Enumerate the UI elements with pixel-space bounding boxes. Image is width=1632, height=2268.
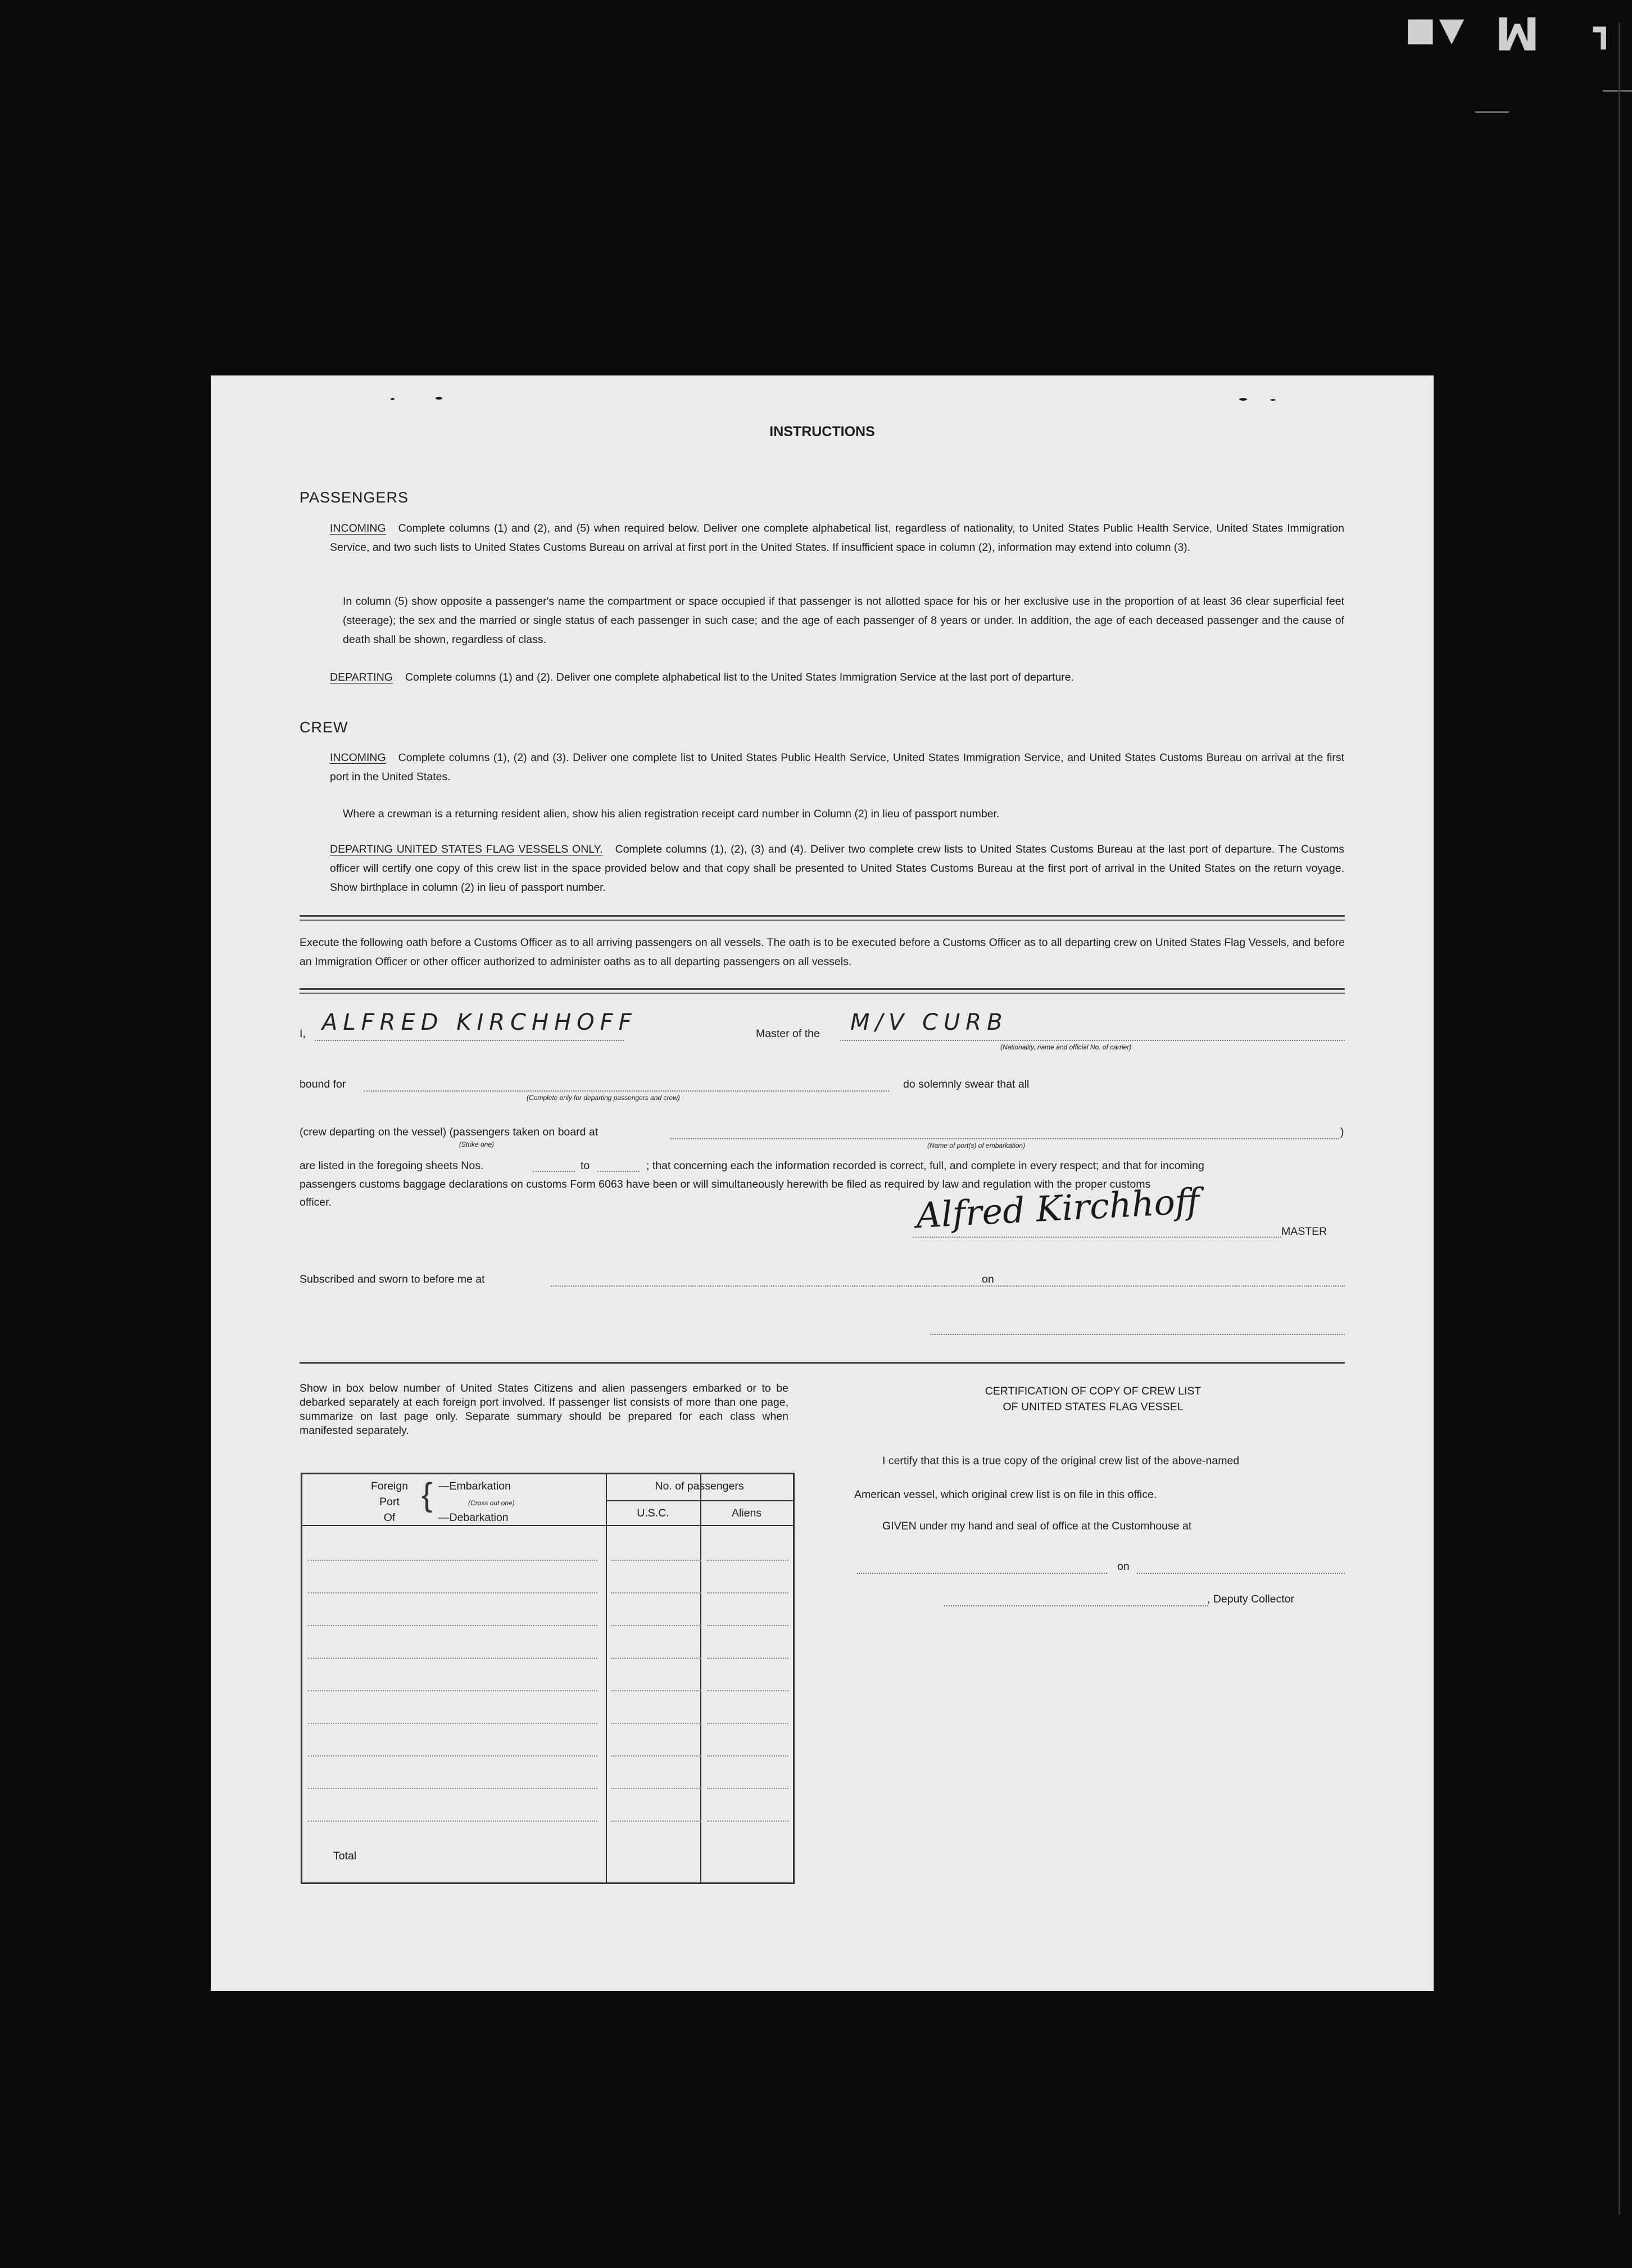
table-cell-usc[interactable] [611,1690,701,1691]
listed-text-c: passengers customs baggage declarations on customs Form 6063 have been or will simultaneously herewith be filed as required by law and regulation with the proper customs [300,1178,1151,1190]
listed-text-b: ; that concerning each the information recorded is correct, full, and complete in every respect; and that for incoming [646,1160,1204,1172]
certification-line-3: GIVEN under my hand and seal of office at the Customhouse at [882,1520,1192,1532]
port-of-embarkation-field[interactable] [670,1138,1339,1139]
sheet-from-field[interactable] [533,1171,575,1172]
close-paren: ) [1340,1126,1344,1138]
speck [391,398,395,400]
table-cell-aliens[interactable] [707,1625,788,1626]
divider [300,915,1345,921]
header-no-of-passengers: No. of passengers [655,1480,744,1492]
table-cell-usc[interactable] [611,1658,701,1659]
listed-text-a: are listed in the foregoing sheets Nos. [300,1160,484,1172]
divider [300,988,1345,994]
sheet-to-field[interactable] [597,1171,640,1172]
crew-incoming-paragraph [330,748,1344,786]
table-header-divider [302,1525,793,1526]
table-cell-aliens[interactable] [707,1658,788,1659]
total-label: Total [333,1850,357,1862]
table-cell-aliens[interactable] [707,1821,788,1822]
crew-incoming-text: Complete columns (1), (2) and (3). Deliver one complete list to United States Public Health Service, United States Immigration Service, and United States Customs Bureau on arrival at the first port in the United States. [330,752,1344,783]
table-cell-usc[interactable] [611,1821,701,1822]
listed-to: to [581,1160,590,1172]
deputy-collector-field[interactable] [944,1605,1208,1606]
header-port: Port [379,1496,400,1508]
subscribed-date-field[interactable] [1003,1285,1345,1287]
table-cell-aliens[interactable] [707,1755,788,1757]
header-of: Of [383,1511,396,1524]
table-cell-usc[interactable] [611,1560,701,1561]
certification-line-2: American vessel, which original crew list is on file in this office. [854,1488,1157,1501]
bound-for-field[interactable] [364,1090,889,1092]
header-debarkation: —Debarkation [438,1511,509,1524]
film-mark-left: ■▼ [1405,10,1468,48]
passengers-column5-paragraph: In column (5) show opposite a passenger's name the compartment or space occupied if that passenger is not allotted space for his or her exclusive use in the proportion of at least 36 clear superficial feet (steerage); the sex and the married or single status of each passenger in such case; and the age of each passenger of 8 years or under. In addition, the age of each deceased passenger and the cause of death shall be shown, regardless of class. [343,595,1344,646]
table-row[interactable] [308,1723,597,1724]
table-cell-aliens[interactable] [707,1788,788,1789]
oath-intro: Execute the following oath before a Customs Officer as to all arriving passengers on all vessels. The oath is to be executed before a Customs Officer as to all departing crew on United States Flag Vessels, and before an Immigration Officer or other officer authorized to administer oaths as to all departing passengers on all vessels. [300,936,1345,968]
subscribed-label: Subscribed and sworn to before me at [300,1273,485,1285]
master-name-field[interactable] [315,1040,624,1041]
port-note: (Name of port(s) of embarkation) [927,1142,1026,1149]
header-usc: U.S.C. [637,1507,669,1519]
crew-resident-paragraph: Where a crewman is a returning resident alien, show his alien registration receipt card number in Column (2) in lieu of passport number. [343,808,1000,820]
form-page [211,375,1434,1991]
master-label: MASTER [1281,1225,1327,1238]
certification-line-1: I certify that this is a true copy of the original crew list of the above-named [882,1455,1240,1467]
oath-i-label: I, [300,1027,306,1040]
table-row[interactable] [308,1821,597,1822]
bound-for-label: bound for [300,1078,346,1090]
table-row[interactable] [308,1592,597,1594]
crew-passengers-text: (crew departing on the vessel) (passengers taken on board at [300,1126,599,1138]
table-row[interactable] [308,1755,597,1757]
crew-departing-text: Complete columns (1), (2), (3) and (4). Deliver two complete crew lists to United States Customs Bureau at the last port of departure. The Customs officer will certify one copy of this crew list in the space provided below and that copy shall be presented to United States Customs Bureau at the first port of arrival in the United States on the return voyage. Show birthplace in column (2) in lieu of passport number. [330,843,1344,894]
table-cell-usc[interactable] [611,1723,701,1724]
officer-signature-field[interactable] [930,1334,1345,1335]
table-cell-usc[interactable] [611,1788,701,1789]
instructions-title: INSTRUCTIONS [769,424,875,440]
table-cell-usc[interactable] [611,1755,701,1757]
film-edge-mark: ┓ [1593,10,1614,49]
divider [300,1362,1345,1364]
swear-text: do solemnly swear that all [903,1078,1030,1090]
table-cell-aliens[interactable] [707,1592,788,1594]
certification-date-field[interactable] [1137,1573,1345,1574]
speck [436,397,442,400]
listed-text-d: officer. [300,1196,332,1208]
certification-title-1: CERTIFICATION OF COPY OF CREW LIST [985,1385,1202,1397]
passengers-departing-text: Complete columns (1) and (2). Deliver one complete alphabetical list to the United States Immigration Service at the last port of departure. [405,671,1075,683]
subscribed-on-label: on [982,1273,994,1285]
table-row[interactable] [308,1658,597,1659]
film-edge-line [1475,111,1509,113]
master-of-label: Master of the [756,1027,820,1040]
deputy-collector-label: , Deputy Collector [1207,1593,1294,1605]
certification-title-2: OF UNITED STATES FLAG VESSEL [1003,1401,1184,1413]
brace-icon: { [421,1477,433,1513]
passengers-incoming-text: Complete columns (1) and (2), and (5) when required below. Deliver one complete alphabetical list, regardless of nationality, to United States Public Health Service, United States Immigration Service, and two such lists to United States Customs Bureau on arrival at first port in the United States. If insufficient space in column (2), information may extend into column (3). [330,522,1344,554]
passengers-incoming-label: INCOMING [330,522,386,535]
film-edge-line [1603,90,1632,92]
vessel-note: (Nationality, name and official No. of carrier) [1000,1043,1132,1051]
customhouse-field[interactable] [857,1573,1107,1574]
passengers-departing-label: DEPARTING [330,671,393,683]
crew-heading: CREW [300,719,348,736]
table-divider [606,1500,793,1501]
master-name-handwritten: ALFRED KIRCHHOFF [322,1009,637,1035]
table-row[interactable] [308,1690,597,1691]
summary-instruction: Show in box below number of United States Citizens and alien passengers embarked or to be debarked separately at each foreign port involved. If passenger list consists of more than one page, summarize on last page only. Separate summary should be prepared for each class when manifested separately. [300,1382,788,1437]
vessel-handwritten: M/V CURB [850,1009,1008,1035]
master-signature: Alfred Kirchhoff [915,1180,1201,1237]
header-cross-out: (Cross out one) [468,1499,515,1507]
table-cell-usc[interactable] [611,1592,701,1594]
film-edge-line [1619,22,1620,2215]
crew-incoming-label: INCOMING [330,752,386,764]
crew-departing-label: DEPARTING UNITED STATES FLAG VESSELS ONLY. [330,843,603,855]
speck [1239,398,1247,401]
speck [1270,399,1276,401]
header-aliens: Aliens [731,1507,762,1519]
passenger-summary-table [301,1473,795,1884]
master-signature-field[interactable] [913,1237,1281,1238]
table-cell-aliens[interactable] [707,1690,788,1691]
table-cell-aliens[interactable] [707,1723,788,1724]
header-embarkation: —Embarkation [438,1480,511,1492]
strike-note: (Strike one) [459,1140,495,1148]
table-cell-aliens[interactable] [707,1560,788,1561]
certification-on-label: on [1117,1560,1130,1573]
passengers-heading: PASSENGERS [300,489,409,506]
table-row[interactable] [308,1788,597,1789]
table-divider [606,1474,607,1882]
crew-departing-paragraph [330,840,1344,897]
passengers-incoming-paragraph [330,519,1344,557]
film-mark-right: M [1495,7,1540,59]
table-cell-usc[interactable] [611,1625,701,1626]
bound-for-note: (Complete only for departing passengers and crew) [527,1094,680,1102]
passengers-departing-paragraph [330,668,1344,687]
table-row[interactable] [308,1625,597,1626]
vessel-field[interactable] [840,1040,1345,1041]
header-foreign: Foreign [370,1480,409,1492]
table-row[interactable] [308,1560,597,1561]
